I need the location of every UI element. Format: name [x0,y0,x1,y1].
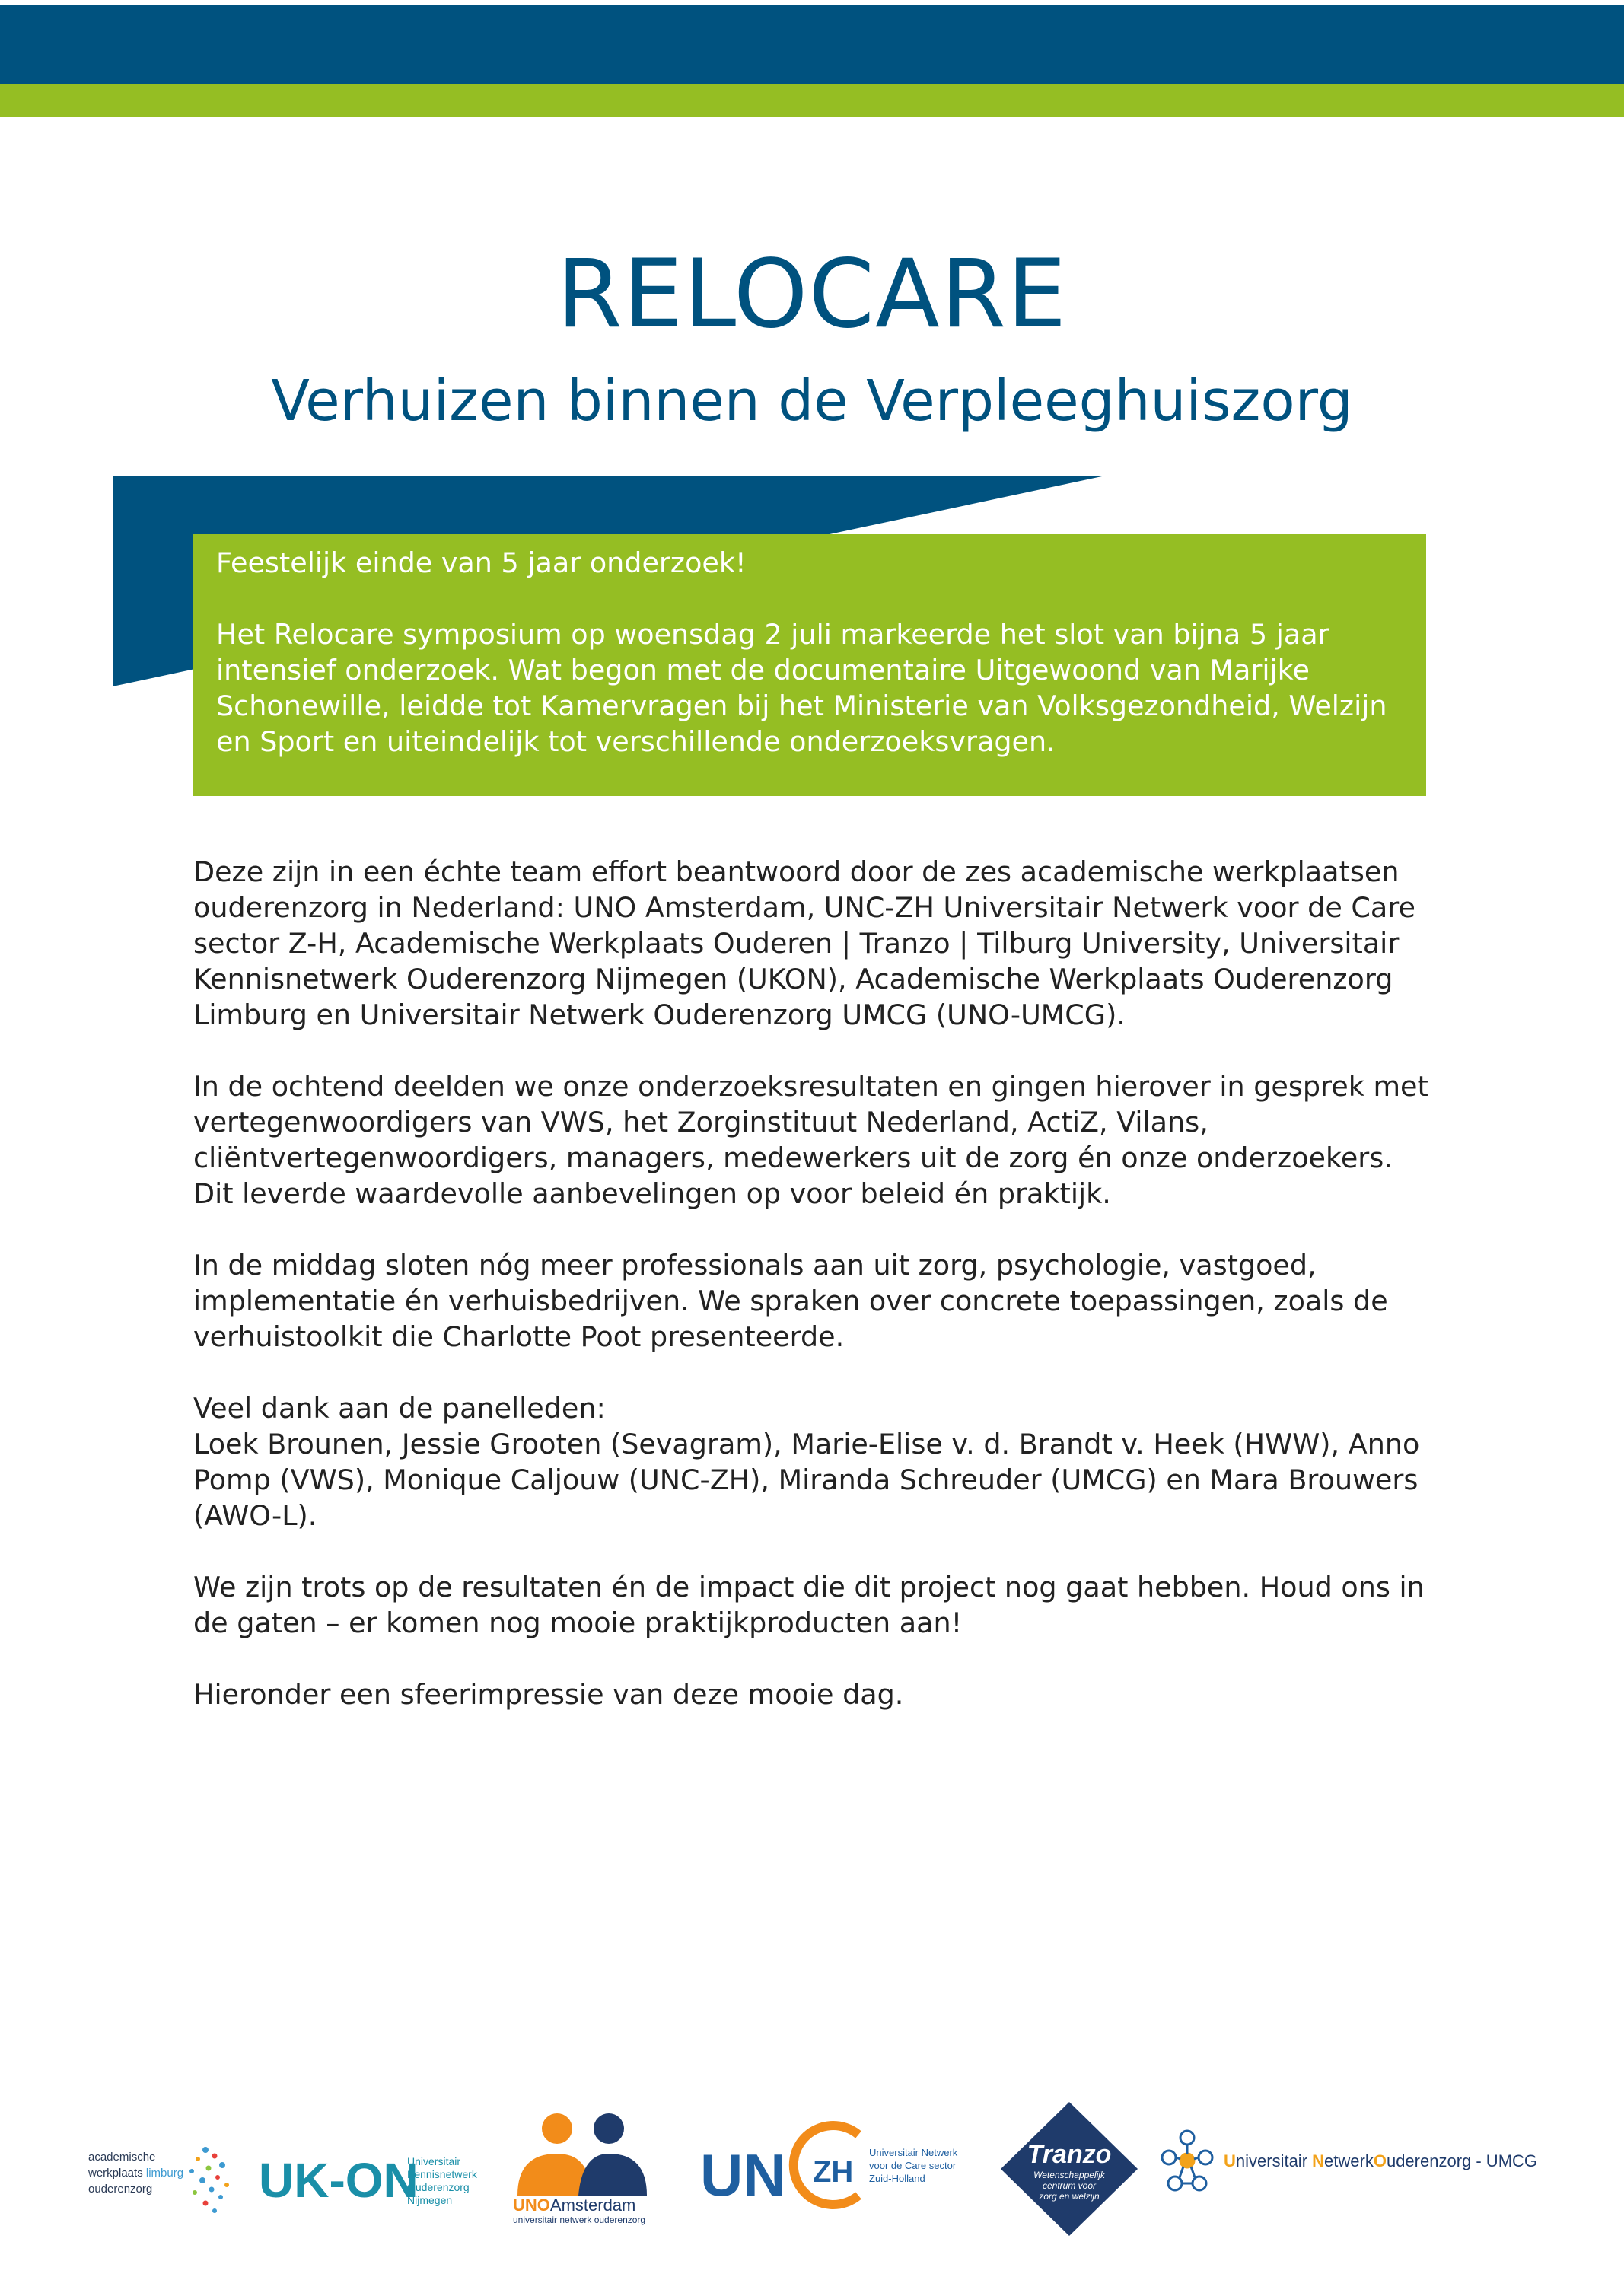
uno-name: UNOAmsterdam [513,2196,636,2215]
unc-line3: Zuid-Holland [869,2173,925,2184]
unc-mark: UN [700,2142,786,2208]
page-subtitle: Verhuizen binnen de Verpleeghuiszorg [271,368,1353,434]
body-paragraph-impact: We zijn trots op de resultaten én de impact die dit project nog gaat hebben. Houd ons in de gaten – er komen nog mooie praktijkproducten aan! [193,1571,1425,1639]
limburg-line2: werkplaats limburg [88,2167,184,2180]
ukon-line1: Universitair [407,2155,461,2167]
tranzo-line3: zorg en welzijn [1039,2191,1100,2202]
unc-zh: ZH [813,2155,854,2189]
header-band-blue [0,5,1624,84]
logo-academische-werkplaats-limburg [84,2135,236,2234]
limburg-line3: ouderenzorg [88,2183,153,2196]
tranzo-name: Tranzo [1027,2140,1112,2169]
unc-line2: voor de Care sector [869,2160,957,2171]
thanks-heading: Veel dank aan de panelleden: [193,1392,606,1425]
intro-heading: Feestelijk einde van 5 jaar onderzoek! [216,546,747,579]
logo-ukon [259,2142,477,2226]
umcg-name: Universitair NetwerkOuderenzorg - UMCG [1224,2151,1538,2170]
thanks-names: Loek Brounen, Jessie Grooten (Sevagram), Marie-Elise v. d. Brandt v. Heek (HWW), Anno Pomp (VWS), Monique Caljouw (UNC-ZH), Miranda Schreuder (UMCG) en Mara Brouwers (AWO-L). [193,1428,1420,1532]
logo-unc-zh [700,2112,958,2226]
header-band-green [0,84,1624,117]
body-paragraph-afternoon: In de middag sloten nóg meer professionals aan uit zorg, psychologie, vastgoed, implementatie én verhuisbedrijven. We spraken over concrete toepassingen, zoals de verhuistoolkit die Charlotte Poot presenteerde. [193,1249,1388,1353]
uno-figures-icon [517,2113,647,2196]
partner-logos [84,2097,1560,2234]
logo-uno-umcg [1157,2127,1560,2211]
intro-box [193,534,1426,796]
tranzo-line1: Wetenschappelijk [1033,2170,1105,2180]
ukon-line4: Nijmegen [407,2194,453,2206]
tranzo-line2: centrum voor [1042,2180,1097,2191]
ukon-line2: Kennisnetwerk [407,2168,477,2180]
tranzo-diamond-icon [1001,2102,1138,2236]
uno-tagline: universitair netwerk ouderenzorg [513,2215,646,2225]
limburg-dots-icon [189,2147,229,2213]
body-paragraph-thanks [193,1390,1441,1533]
limburg-line1: academische [88,2151,156,2164]
body-paragraph-partners: Deze zijn in een échte team effort beantwoord door de zes academische werkplaatsen ouderenzorg in Nederland: UNO Amsterdam, UNC-ZH Universitair Netwerk voor de Care sector Z-H, Academische Werkplaats Ouderen | Tranzo | Tilburg University, Universitair Kennisnetwerk Ouderenzorg Nijmegen (UKON), Academische Werkplaats Ouderenzorg Limburg en Universitair Netwerk Ouderenzorg UMCG (UNO-UMCG). [193,855,1415,1031]
page-title: RELOCARE [556,240,1068,349]
intro-text: Het Relocare symposium op woensdag 2 juli markeerde het slot van bijna 5 jaar intensief onderzoek. Wat begon met de documentaire Uitgewoond van Marijke Schonewille, leidde tot Kamervragen bij het Ministerie van Volksgezondheid, Welzijn en Sport en uiteindelijk tot verschillende onderzoeksvragen. [216,618,1387,758]
article-body [193,854,1441,1748]
body-paragraph-closing: Hieronder een sfeerimpressie van deze mooie dag. [193,1678,904,1711]
logo-uno-amsterdam [502,2112,670,2226]
ukon-line3: Ouderenzorg [407,2181,470,2193]
umcg-network-icon [1162,2131,1212,2190]
body-paragraph-morning: In de ochtend deelden we onze onderzoeksresultaten en gingen hierover in gesprek met vertegenwoordigers van VWS, het Zorginstituut Nederland, ActiZ, Vilans, cliëntvertegenwoordigers, managers, medewerkers uit de zorg én onze onderzoekers. Dit leverde waardevolle aanbevelingen op voor beleid én praktijk. [193,1070,1428,1210]
logo-tranzo [997,2100,1142,2237]
unc-line1: Universitair Netwerk [869,2147,958,2158]
ukon-mark: UK-ON [259,2153,419,2208]
